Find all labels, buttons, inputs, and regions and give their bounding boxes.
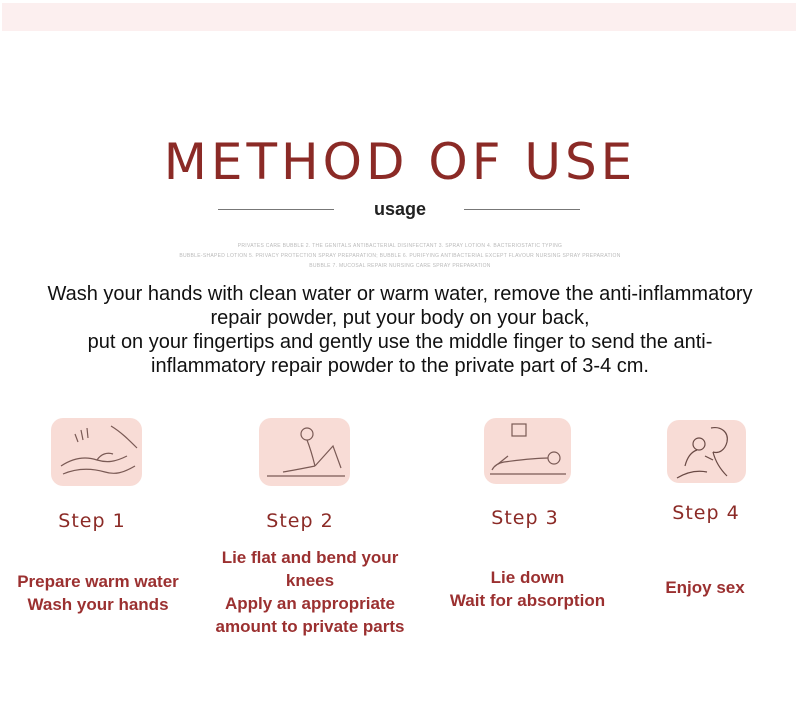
instruction-line: put on your fingertips and gently use the middle finger to send the anti- [87, 331, 713, 353]
fine-print-line: BUBBLE 7. MUCOSAL REPAIR NURSING CARE SPRAY PREPARATION [309, 263, 491, 269]
fine-print [140, 241, 660, 271]
instruction-line: inflammatory repair powder to the private part of 3-4 cm. [151, 355, 649, 377]
page-title: METHOD OF USE [163, 133, 637, 191]
hand-washing-icon [51, 418, 142, 486]
step-3-label: Step 3 [491, 507, 559, 529]
instruction-line: Wash your hands with clean water or warm water, remove the anti-inflammatory [47, 283, 753, 305]
step-3-line: Lie down [490, 568, 565, 587]
step-2-line: amount to private parts [215, 617, 405, 636]
fine-print-line: BUBBLE-SHAPED LOTION 5. PRIVACY PROTECTION SPRAY PREPARATION; BUBBLE 6. PURIFYING ANTIBACTERIAL EXCEPT FLAVOUR NURSING SPRAY PREPARATION [179, 253, 621, 259]
step-2-description [200, 546, 420, 638]
step-1-line: Prepare warm water [17, 572, 179, 591]
instructions-paragraph [10, 282, 790, 378]
instruction-line: repair powder, put your body on your back, [210, 307, 590, 329]
fine-print-line: PRIVATES CARE BUBBLE 2. THE GENITALS ANTIBACTERIAL DISINFECTANT 3. SPRAY LOTION 4. BACTERIOSTATIC TYPING [237, 243, 563, 249]
subtitle: usage [373, 199, 427, 219]
step-4-line: Enjoy sex [665, 578, 745, 597]
step-3-line: Wait for absorption [449, 591, 606, 610]
step-1-label: Step 1 [58, 510, 126, 532]
step-2-line: Apply an appropriate [224, 594, 396, 613]
step-4-description [640, 576, 770, 599]
step-1-description [8, 570, 188, 616]
bent-knees-icon [259, 418, 350, 486]
step-3-description [430, 566, 625, 612]
divider-right [464, 209, 580, 210]
couple-icon [667, 420, 746, 483]
subtitle-row [0, 198, 800, 222]
step-2-line: knees [285, 571, 335, 590]
step-2-label: Step 2 [266, 510, 334, 532]
step-2-line: Lie flat and bend your [221, 548, 399, 567]
top-band [2, 3, 796, 31]
step-1-line: Wash your hands [27, 595, 169, 614]
lying-down-icon [484, 418, 571, 484]
step-4-label: Step 4 [672, 502, 740, 524]
